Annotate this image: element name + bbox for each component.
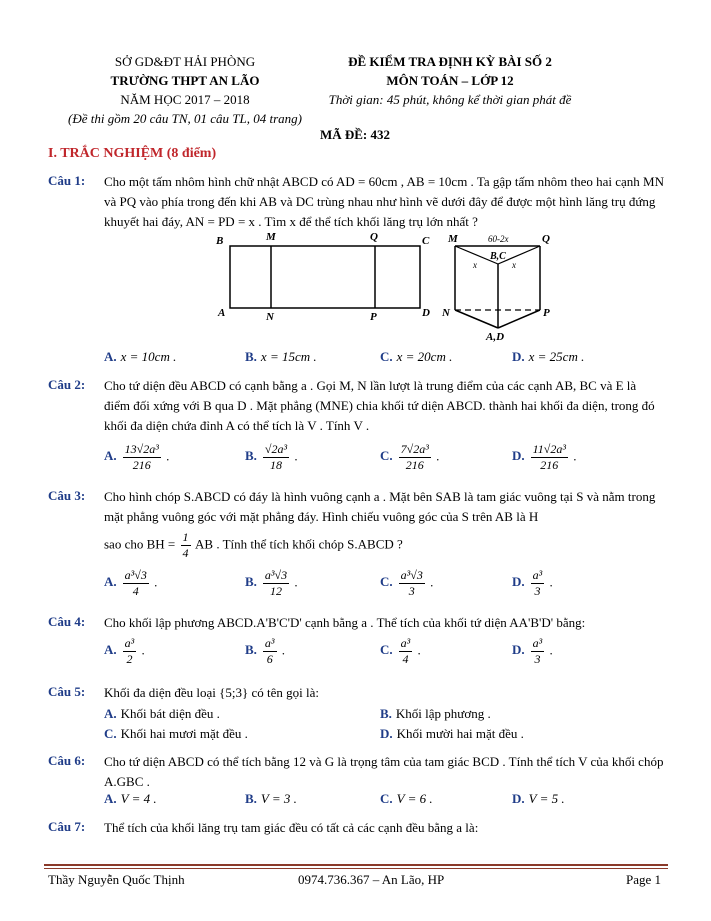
option-label: A. <box>104 791 117 806</box>
exam-time: Thời gian: 45 phút, không kể thời gian phát đề <box>328 92 572 107</box>
option-denominator: 3 <box>408 584 415 598</box>
q4-option-d[interactable]: D. $\frac{\text{a³}}{3}$ . <box>512 636 553 666</box>
option-numerator: 7√2a³ <box>400 442 429 456</box>
option-denominator: 3 <box>534 652 541 666</box>
q3-option-b[interactable]: B. $\frac{\text{a³√3}}{12}$ . <box>245 568 298 598</box>
q4-option-c[interactable]: C. $\frac{\text{a³}}{4}$ . <box>380 636 421 666</box>
option-text: V = 3 . <box>260 791 297 806</box>
question-6-label: Câu 6: <box>48 753 86 768</box>
prism-label-bc: B,C <box>490 251 506 262</box>
question-7-label: Câu 7: <box>48 819 86 834</box>
option-denominator: 18 <box>270 458 283 472</box>
option-numerator: a³ <box>400 636 411 650</box>
prism-label-m: M <box>448 233 458 245</box>
exam-subject: MÔN TOÁN – LỚP 12 <box>386 73 514 88</box>
question-1-text: Cho một tấm nhôm hình chữ nhật ABCD có AD = 60cm , AB = 10cm . Ta gập tấm nhôm theo hai cạnh MN và PQ vào phía trong đến khi AB và DC trùng nhau như hình vẽ dưới đây để được một hình lăng trụ đứng khuyết hai đáy, AN = PD = x . Tìm x để thể tích khối lăng trụ lớn nhất ? <box>104 174 665 229</box>
option-denominator: 4 <box>132 584 139 598</box>
prism-label-q: Q <box>542 233 550 245</box>
q4-option-b[interactable]: B. $\frac{\text{a³}}{6}$ . <box>245 636 286 666</box>
fig-label-q: Q <box>370 231 378 243</box>
q2-option-d[interactable]: D. $\frac{\text{11√2a³}}{216}$ . <box>512 442 577 472</box>
option-numerator: √2a³ <box>264 442 288 456</box>
option-label: B. <box>245 448 257 464</box>
q6-option-a[interactable] <box>104 791 157 807</box>
fig-label-n: N <box>266 311 274 323</box>
option-text: x = 10cm . <box>120 349 177 364</box>
fig-label-d: D <box>422 307 430 319</box>
question-3-text: Cho hình chóp S.ABCD có đáy là hình vuông cạnh a . Mặt bên SAB là tam giác vuông tại S và nằm trong mặt phẳng vuông góc với mặt phẳng đáy. Hình chiếu vuông góc của S trên AB là H <box>104 489 656 524</box>
fraction-numerator: 1 <box>182 530 189 544</box>
option-label: B. <box>380 706 392 721</box>
question-1-figure <box>210 228 570 343</box>
option-denominator: 4 <box>402 652 409 666</box>
question-5-label: Câu 5: <box>48 684 86 699</box>
option-text: V = 5 . <box>528 791 565 806</box>
option-denominator: 216 <box>540 458 559 472</box>
fig-label-b: B <box>216 235 224 247</box>
header-dept: SỞ GD&ĐT HẢI PHÒNG <box>114 54 256 69</box>
q2-option-a[interactable]: A. $\frac{\text{13√2a³}}{216}$ . <box>104 442 170 472</box>
option-label: C. <box>380 574 393 590</box>
header-right <box>300 52 600 109</box>
q1-option-d[interactable] <box>512 349 584 365</box>
prism-label-ad: A,D <box>486 331 505 343</box>
footer-page: Page 1 <box>626 872 662 887</box>
option-denominator: 216 <box>132 458 151 472</box>
q5-option-d[interactable] <box>380 726 524 742</box>
q6-option-b[interactable] <box>245 791 297 807</box>
option-text: V = 6 . <box>396 791 433 806</box>
section-title: I. TRẮC NGHIỆM (8 điểm) <box>48 146 217 161</box>
prism-label-x1: x <box>473 260 477 270</box>
question-4-text: Cho khối lập phương ABCD.A'B'C'D' cạnh bằng a . Thể tích của khối tứ diện AA'B'D' bằng: <box>104 615 586 630</box>
option-text: x = 25cm . <box>528 349 585 364</box>
question-7-text: Thể tích của khối lăng trụ tam giác đều có tất cả các cạnh đều bằng a là: <box>104 820 479 835</box>
prism-label-n: N <box>442 307 450 319</box>
fig-label-m: M <box>266 231 276 243</box>
footer-divider <box>44 864 668 866</box>
option-label: A. <box>104 574 117 590</box>
prism-label-p: P <box>543 307 550 319</box>
q5-option-b[interactable] <box>380 706 491 722</box>
fig-label-c: C <box>422 235 430 247</box>
q6-option-c[interactable] <box>380 791 433 807</box>
option-text: Khối mười hai mặt đều . <box>396 726 524 741</box>
option-label: B. <box>245 574 257 590</box>
option-label: A. <box>104 706 117 721</box>
footer-contact: 0974.736.367 – An Lão, HP <box>298 872 445 887</box>
option-label: D. <box>512 349 525 364</box>
option-text: V = 4 . <box>120 791 157 806</box>
option-numerator: a³√3 <box>124 568 147 582</box>
footer-author: Thầy Nguyễn Quốc Thịnh <box>48 872 185 887</box>
header-school: TRƯỜNG THPT AN LÃO <box>110 73 260 88</box>
option-label: A. <box>104 642 117 658</box>
option-denominator: 216 <box>405 458 424 472</box>
header-year: NĂM HỌC 2017 – 2018 <box>120 92 250 107</box>
option-denominator: 3 <box>534 584 541 598</box>
option-denominator: 6 <box>266 652 273 666</box>
question-3-label: Câu 3: <box>48 488 86 503</box>
option-label: C. <box>380 349 393 364</box>
q1-option-a[interactable] <box>104 349 176 365</box>
option-label: D. <box>512 791 525 806</box>
q2-option-b[interactable]: B. $\frac{\text{√2a³}}{18}$ . <box>245 442 298 472</box>
option-label: C. <box>380 448 393 464</box>
q5-option-a[interactable] <box>104 706 220 722</box>
question-2-text: Cho tứ diện đều ABCD có cạnh bằng a . Gọi M, N lần lượt là trung điểm của các cạnh AB, BC và E là điểm đối xứng với B qua D . Mặt phẳng (MNE) chia khối tứ diện ABCD. thành hai khối đa diện, trong đó khối đa diện chứa đỉnh A có thể tích là V . Tính V . <box>104 378 655 433</box>
exam-title: ĐỀ KIỂM TRA ĐỊNH KỲ BÀI SỐ 2 <box>348 54 552 69</box>
option-label: B. <box>245 642 257 658</box>
question-3-text-line2 <box>104 530 664 561</box>
option-denominator: 12 <box>270 584 283 598</box>
question-5-text: Khối đa diện đều loại {5;3} có tên gọi là: <box>104 685 320 700</box>
prism-label-top: 60-2x <box>488 234 509 244</box>
footer-divider-thin <box>44 868 668 869</box>
option-text: x = 15cm . <box>260 349 317 364</box>
option-label: C. <box>380 642 393 658</box>
option-numerator: a³ <box>532 636 543 650</box>
q2-option-c[interactable]: C. $\frac{\text{7√2a³}}{216}$ . <box>380 442 440 472</box>
question-2-label: Câu 2: <box>48 377 86 392</box>
q1-option-c[interactable] <box>380 349 452 365</box>
option-numerator: 13√2a³ <box>124 442 159 456</box>
question-6-text: Cho tứ diện ABCD có thể tích bằng 12 và G là trọng tâm của tam giác BCD . Tính thể tích V của khối chóp A.GBC . <box>104 754 664 789</box>
option-text: Khối lập phương . <box>395 706 491 721</box>
fig-label-p: P <box>370 311 377 323</box>
q3-option-c[interactable]: C. $\frac{\text{a³√3}}{3}$ . <box>380 568 434 598</box>
option-label: D. <box>380 726 393 741</box>
option-label: C. <box>380 791 393 806</box>
option-denominator: 2 <box>126 652 133 666</box>
question-4-label: Câu 4: <box>48 614 86 629</box>
question-3-text-part-b: AB . Tính thể tích khối chóp S.ABCD ? <box>195 536 403 552</box>
option-label: B. <box>245 349 257 364</box>
fig-label-a: A <box>218 307 226 319</box>
option-label: D. <box>512 642 525 658</box>
q3-option-d[interactable]: D. $\frac{\text{a³}}{3}$ . <box>512 568 553 598</box>
option-label: A. <box>104 448 117 464</box>
option-numerator: 11√2a³ <box>532 442 566 456</box>
header-note: (Đề thi gồm 20 câu TN, 01 câu TL, 04 trang) <box>68 111 302 126</box>
exam-code: MÃ ĐỀ: 432 <box>319 127 391 142</box>
option-label: D. <box>512 448 525 464</box>
option-numerator: a³ <box>124 636 135 650</box>
question-3-text-part-a: sao cho BH = <box>104 536 176 552</box>
q4-option-a[interactable]: A. $\frac{\text{a³}}{2}$ . <box>104 636 145 666</box>
q3-option-a[interactable]: A. $\frac{\text{a³√3}}{4}$ . <box>104 568 158 598</box>
option-text: x = 20cm . <box>396 349 453 364</box>
question-1-label: Câu 1: <box>48 173 86 188</box>
q1-option-b[interactable] <box>245 349 317 365</box>
q6-option-d[interactable] <box>512 791 565 807</box>
fraction-denominator: 4 <box>182 546 189 560</box>
option-numerator: a³ <box>264 636 275 650</box>
option-numerator: a³ <box>532 568 543 582</box>
header-left <box>60 52 310 128</box>
option-text: Khối hai mươi mặt đều . <box>120 726 248 741</box>
option-label: C. <box>104 726 117 741</box>
prism-label-x2: x <box>512 260 516 270</box>
option-text: Khối bát diện đều . <box>120 706 220 721</box>
q5-option-c[interactable] <box>104 726 248 742</box>
option-label: D. <box>512 574 525 590</box>
option-numerator: a³√3 <box>264 568 288 582</box>
option-numerator: a³√3 <box>400 568 423 582</box>
option-label: A. <box>104 349 117 364</box>
option-label: B. <box>245 791 257 806</box>
